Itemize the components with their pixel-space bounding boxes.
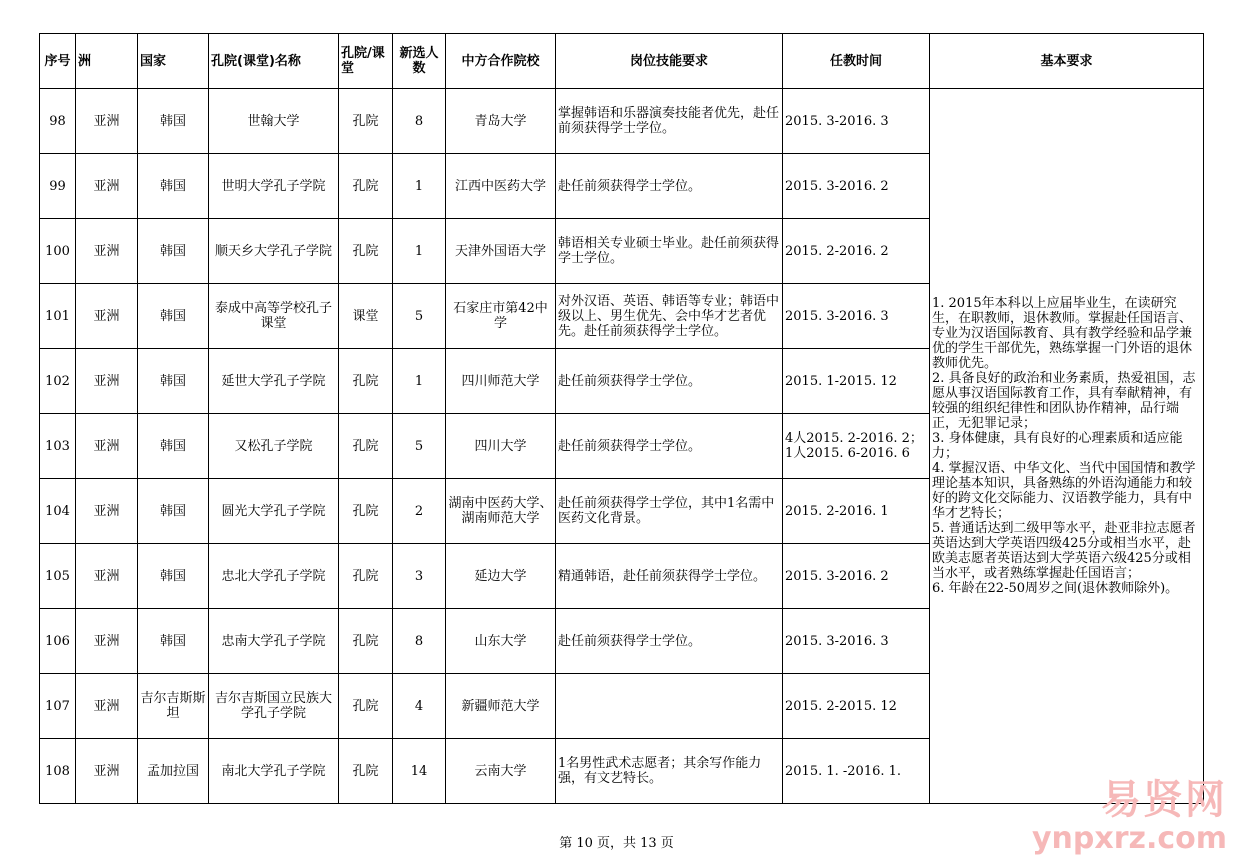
cell-name: 世翰大学 — [209, 89, 339, 154]
cell-count: 4 — [393, 674, 446, 739]
cell-partner: 青岛大学 — [446, 89, 556, 154]
cell-country: 孟加拉国 — [138, 739, 209, 804]
cell-continent: 亚洲 — [76, 284, 138, 349]
header-skills: 岗位技能要求 — [556, 34, 783, 89]
header-type: 孔院/课堂 — [339, 34, 393, 89]
cell-continent: 亚洲 — [76, 674, 138, 739]
cell-type: 孔院 — [339, 609, 393, 674]
cell-name: 南北大学孔子学院 — [209, 739, 339, 804]
cell-type: 孔院 — [339, 219, 393, 284]
watermark-text: 易贤网 — [1101, 777, 1227, 823]
cell-name: 忠南大学孔子学院 — [209, 609, 339, 674]
cell-period: 2015. 2-2016. 2 — [783, 219, 930, 284]
watermark-logo — [1032, 778, 1227, 856]
cell-type: 孔院 — [339, 544, 393, 609]
page-footer: 第 10 页，共 13 页 — [559, 836, 674, 851]
cell-count: 3 — [393, 544, 446, 609]
cell-continent: 亚洲 — [76, 479, 138, 544]
cell-name: 忠北大学孔子学院 — [209, 544, 339, 609]
cell-continent: 亚洲 — [76, 739, 138, 804]
basic-requirements-text: 1. 2015年本科以上应届毕业生，在读研究生，在职教师，退休教师。掌握赴任国语言、专业为汉语国际教育、具有教学经验和品学兼优的学生干部优先，熟练掌握一门外语的退休教师优先。 2. 具备良好的政治和业务素质，热爱祖国，志愿从事汉语国际教育工作，具有奉献精神，有较强的组织纪律性和团队协作精神，品行端正，无犯罪记录； 3. 身体健康，具有良好的心理素质和适应能力； 4. 掌握汉语、中华文化、当代中国国情和教学理论基本知识，具备熟练的外语沟通能力和较好的跨文化交际能力、汉语教学能力，具有中华才艺特长； 5. 普通话达到二级甲等水平，赴亚非拉志愿者英语达到大学英语四级425分或相当水平，赴欧美志愿者英语达到大学英语六级425分或相当水平，或者熟练掌握赴任国语言； 6. 年龄在22-50周岁之间(退休教师除外)。 — [932, 296, 1196, 596]
cell-continent: 亚洲 — [76, 154, 138, 219]
header-period: 任教时间 — [783, 34, 930, 89]
cell-type: 孔院 — [339, 674, 393, 739]
cell-skills: 赴任前须获得学士学位，其中1名需中医药文化背景。 — [556, 479, 783, 544]
cell-type: 课堂 — [339, 284, 393, 349]
cell-type: 孔院 — [339, 349, 393, 414]
header-continent: 洲 — [76, 34, 138, 89]
cell-count: 5 — [393, 284, 446, 349]
cell-no: 107 — [40, 674, 76, 739]
header-no: 序号 — [40, 34, 76, 89]
cell-count: 14 — [393, 739, 446, 804]
cell-skills: 掌握韩语和乐器演奏技能者优先，赴任前须获得学士学位。 — [556, 89, 783, 154]
cell-count: 1 — [393, 219, 446, 284]
cell-skills: 赴任前须获得学士学位。 — [556, 349, 783, 414]
cell-continent: 亚洲 — [76, 89, 138, 154]
cell-country: 韩国 — [138, 219, 209, 284]
cell-period: 2015. 2-2016. 1 — [783, 479, 930, 544]
cell-partner: 新疆师范大学 — [446, 674, 556, 739]
cell-name: 吉尔吉斯国立民族大学孔子学院 — [209, 674, 339, 739]
cell-partner: 江西中医药大学 — [446, 154, 556, 219]
cell-country: 韩国 — [138, 89, 209, 154]
volunteer-table — [39, 33, 1204, 804]
cell-type: 孔院 — [339, 479, 393, 544]
cell-partner: 四川大学 — [446, 414, 556, 479]
table-row — [40, 89, 1204, 154]
cell-no: 108 — [40, 739, 76, 804]
cell-skills: 赴任前须获得学士学位。 — [556, 609, 783, 674]
cell-name: 世明大学孔子学院 — [209, 154, 339, 219]
cell-country: 韩国 — [138, 609, 209, 674]
cell-no: 106 — [40, 609, 76, 674]
cell-count: 1 — [393, 154, 446, 219]
cell-name: 圆光大学孔子学院 — [209, 479, 339, 544]
cell-no: 100 — [40, 219, 76, 284]
cell-continent: 亚洲 — [76, 609, 138, 674]
cell-continent: 亚洲 — [76, 349, 138, 414]
cell-period: 2015. 3-2016. 2 — [783, 154, 930, 219]
cell-partner: 四川师范大学 — [446, 349, 556, 414]
cell-partner: 石家庄市第42中学 — [446, 284, 556, 349]
cell-country: 韩国 — [138, 284, 209, 349]
cell-name: 延世大学孔子学院 — [209, 349, 339, 414]
header-count: 新选人数 — [393, 34, 446, 89]
cell-count: 1 — [393, 349, 446, 414]
cell-no: 103 — [40, 414, 76, 479]
cell-skills: 赴任前须获得学士学位。 — [556, 154, 783, 219]
cell-skills: 1名男性武术志愿者；其余写作能力强，有文艺特长。 — [556, 739, 783, 804]
cell-country: 韩国 — [138, 414, 209, 479]
cell-type: 孔院 — [339, 154, 393, 219]
cell-period: 4人2015. 2-2016. 2；1人2015. 6-2016. 6 — [783, 414, 930, 479]
cell-period: 2015. 2-2015. 12 — [783, 674, 930, 739]
basic-requirements — [930, 89, 1204, 804]
header-row — [40, 34, 1204, 89]
watermark-url: ynpxrz.com — [1031, 821, 1227, 856]
cell-skills: 韩语相关专业硕士毕业。赴任前须获得学士学位。 — [556, 219, 783, 284]
cell-count: 8 — [393, 89, 446, 154]
header-name: 孔院(课堂)名称 — [209, 34, 339, 89]
cell-no: 105 — [40, 544, 76, 609]
cell-country: 韩国 — [138, 544, 209, 609]
header-partner: 中方合作院校 — [446, 34, 556, 89]
cell-period: 2015. 1. -2016. 1. — [783, 739, 930, 804]
cell-count: 5 — [393, 414, 446, 479]
cell-no: 98 — [40, 89, 76, 154]
cell-partner: 山东大学 — [446, 609, 556, 674]
cell-name: 顺天乡大学孔子学院 — [209, 219, 339, 284]
cell-period: 2015. 1-2015. 12 — [783, 349, 930, 414]
cell-name: 又松孔子学院 — [209, 414, 339, 479]
cell-partner: 云南大学 — [446, 739, 556, 804]
cell-country: 韩国 — [138, 479, 209, 544]
cell-name: 泰成中高等学校孔子课堂 — [209, 284, 339, 349]
cell-no: 102 — [40, 349, 76, 414]
cell-partner: 延边大学 — [446, 544, 556, 609]
cell-period: 2015. 3-2016. 3 — [783, 284, 930, 349]
cell-type: 孔院 — [339, 89, 393, 154]
cell-country: 吉尔吉斯斯坦 — [138, 674, 209, 739]
cell-country: 韩国 — [138, 154, 209, 219]
cell-count: 2 — [393, 479, 446, 544]
header-basic-requirements: 基本要求 — [930, 34, 1204, 89]
cell-no: 104 — [40, 479, 76, 544]
cell-continent: 亚洲 — [76, 414, 138, 479]
cell-count: 8 — [393, 609, 446, 674]
cell-continent: 亚洲 — [76, 544, 138, 609]
cell-country: 韩国 — [138, 349, 209, 414]
cell-type: 孔院 — [339, 414, 393, 479]
cell-skills: 对外汉语、英语、韩语等专业；韩语中级以上、男生优先、会中华才艺者优先。赴任前须获得学士学位。 — [556, 284, 783, 349]
cell-continent: 亚洲 — [76, 219, 138, 284]
cell-partner: 湖南中医药大学、湖南师范大学 — [446, 479, 556, 544]
cell-partner: 天津外国语大学 — [446, 219, 556, 284]
cell-no: 99 — [40, 154, 76, 219]
cell-skills — [556, 674, 783, 739]
cell-type: 孔院 — [339, 739, 393, 804]
cell-no: 101 — [40, 284, 76, 349]
cell-period: 2015. 3-2016. 2 — [783, 544, 930, 609]
cell-period: 2015. 3-2016. 3 — [783, 89, 930, 154]
cell-skills: 赴任前须获得学士学位。 — [556, 414, 783, 479]
cell-skills: 精通韩语，赴任前须获得学士学位。 — [556, 544, 783, 609]
header-country: 国家 — [138, 34, 209, 89]
cell-period: 2015. 3-2016. 3 — [783, 609, 930, 674]
